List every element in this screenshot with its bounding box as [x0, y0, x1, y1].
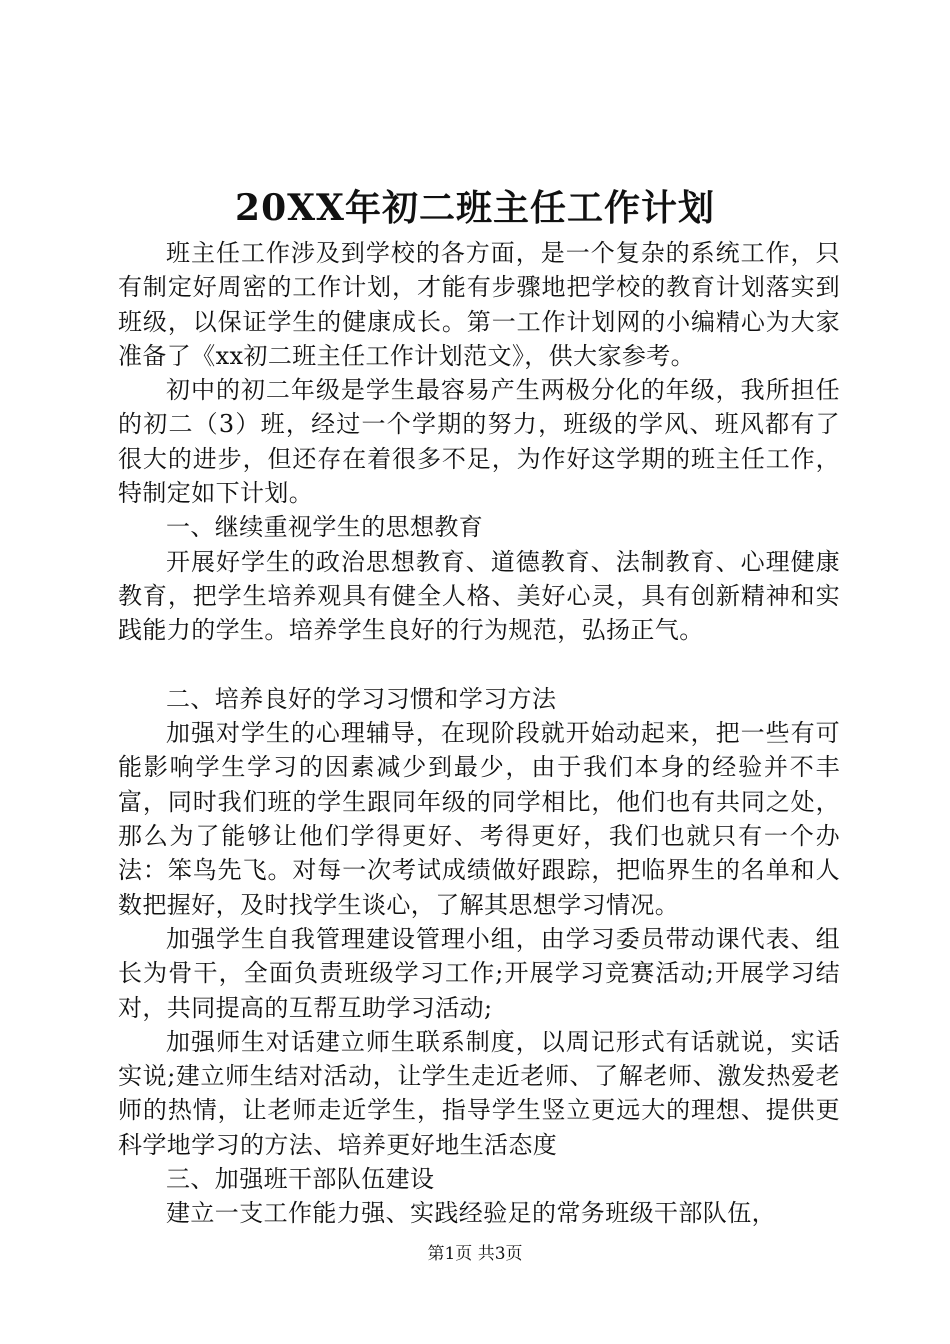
paragraph-self-management: 加强学生自我管理建设管理小组，由学习委员带动课代表、组长为骨干，全面负责班级学习工作;开展学习竞赛活动;开展学习结对，共同提高的互帮互助学习活动; — [118, 924, 840, 1022]
document-body — [118, 236, 840, 1231]
paragraph-class-cadre: 建立一支工作能力强、实践经验足的常务班级干部队伍， — [166, 1199, 776, 1228]
section-heading-2: 二、培养良好的学习习惯和学习方法 — [166, 684, 557, 713]
paragraph-class-overview: 初中的初二年级是学生最容易产生两极分化的年级，我所担任的初二（3）班，经过一个学期的努力，班级的学风、班风都有了很大的进步，但还存在着很多不足，为作好这学期的班主任工作，特制定如下计划。 — [118, 376, 840, 508]
document-title: 20XX年初二班主任工作计划 — [235, 187, 715, 229]
paragraph-teacher-student-dialogue: 加强师生对话建立师生联系制度，以周记形式有话就说，实话实说;建立师生结对活动，让学生走近老师、了解老师、激发热爱老师的热情，让老师走近学生，指导学生竖立更远大的理想、提供更科学地学习的方法、培养更好地生活态度 — [118, 1027, 840, 1159]
paragraph-intro: 班主任工作涉及到学校的各方面，是一个复杂的系统工作，只有制定好周密的工作计划，才能有步骤地把学校的教育计划落实到班级，以保证学生的健康成长。第一工作计划网的小编精心为大家准备了《xx初二班主任工作计划范文》，供大家参考。 — [118, 239, 840, 370]
paragraph-psychological-guidance: 加强对学生的心理辅导，在现阶段就开始动起来，把一些有可能影响学生学习的因素减少到最少，由于我们本身的经验并不丰富，同时我们班的学生跟同年级的同学相比，他们也有共同之处，那么为了能够让他们学得更好、考得更好，我们也就只有一个办法：笨鸟先飞。对每一次考试成绩做好跟踪，把临界生的名单和人数把握好，及时找学生谈心，了解其思想学习情况。 — [118, 719, 840, 919]
paragraph-ideological-education: 开展好学生的政治思想教育、道德教育、法制教育、心理健康教育，把学生培养观具有健全人格、美好心灵，具有创新精神和实践能力的学生。培养学生良好的行为规范，弘扬正气。 — [118, 547, 840, 645]
page-number-footer: 第1页 共3页 — [427, 1244, 523, 1264]
section-heading-3: 三、加强班干部队伍建设 — [166, 1165, 435, 1194]
section-heading-1: 一、继续重视学生的思想教育 — [166, 513, 484, 542]
